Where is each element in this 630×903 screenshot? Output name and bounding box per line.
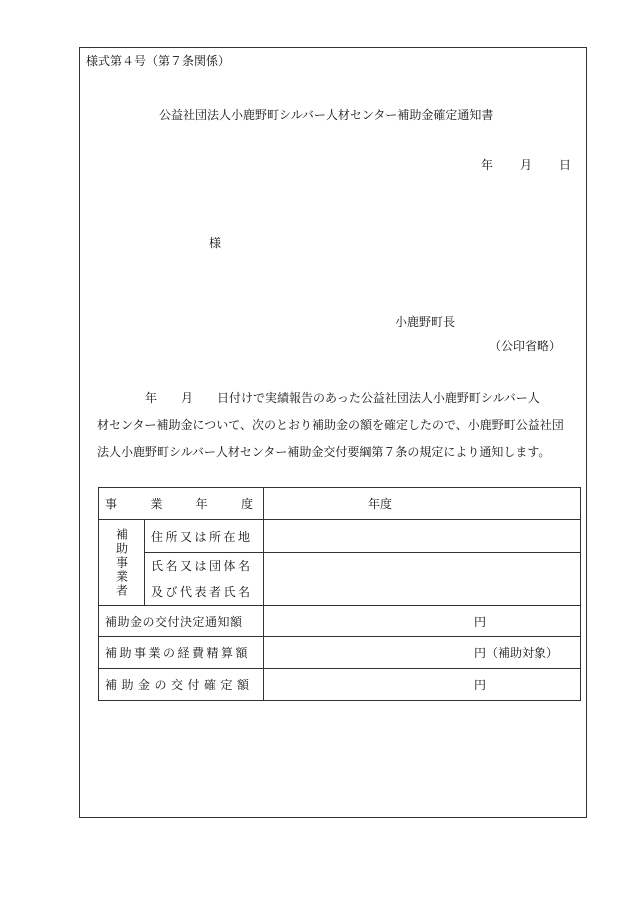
settled-cost-value-cell[interactable]: [264, 637, 581, 669]
table-row: [99, 553, 581, 580]
confirmed-amount-value-cell[interactable]: [264, 669, 581, 701]
applicant-group-cell: [99, 520, 145, 606]
business-year-value-cell[interactable]: [264, 488, 581, 520]
body-paragraph: [97, 385, 577, 466]
business-year-value: 年度: [368, 497, 393, 511]
confirmed-amount-unit: 円: [474, 678, 487, 692]
business-year-label: [105, 495, 257, 512]
address-value-cell[interactable]: [264, 520, 581, 553]
date-line: [481, 157, 571, 173]
settled-cost-label-cell: [99, 637, 264, 669]
details-table: [98, 487, 581, 701]
body-line: 年 月 日付けで実績報告のあった公益社団法人小鹿野町シルバー人: [97, 391, 540, 405]
table-row: [99, 606, 581, 637]
label-char: 年: [195, 497, 208, 511]
table-row: [99, 637, 581, 669]
name-label-cell: [145, 553, 264, 606]
table-row: [99, 520, 581, 553]
decision-amount-unit: 円: [474, 614, 487, 629]
date-year: 年: [481, 158, 494, 172]
name-label-line1: 氏名又は団体名: [151, 559, 253, 573]
table-row: [99, 669, 581, 701]
issuer-name: 小鹿野町長: [395, 315, 456, 329]
body-line: 材センター補助金について、次のとおり補助金の額を確定したので、小鹿野町公益社団: [97, 418, 564, 432]
name-label-line2: 及び代表者氏名: [151, 585, 253, 599]
confirmed-amount-label: 補助金の交付確定額: [105, 678, 254, 692]
address-label: 住所又は所在地: [151, 529, 253, 544]
decision-amount-value-cell[interactable]: [264, 606, 581, 637]
date-month: 月: [519, 158, 532, 172]
applicant-group-label: 補助事業者: [114, 527, 129, 598]
address-label-cell: [145, 520, 264, 553]
confirmed-amount-label-cell: [99, 669, 264, 701]
business-year-label-cell: [99, 488, 264, 520]
body-line: 法人小鹿野町シルバー人材センター補助金交付要綱第７条の規定により通知します。: [97, 445, 551, 459]
seal-note: （公印省略）: [489, 339, 562, 353]
label-char: 業: [150, 497, 163, 511]
decision-amount-label-cell: [99, 606, 264, 637]
label-char: 度: [240, 497, 253, 511]
document-title: 公益社団法人小鹿野町シルバー人材センター補助金確定通知書: [159, 108, 494, 122]
table-row: [99, 488, 581, 520]
decision-amount-label: 補助金の交付決定通知額: [105, 614, 243, 629]
recipient-suffix: 様: [209, 236, 222, 250]
label-char: 事: [105, 497, 118, 511]
settled-cost-unit: 円（補助対象）: [474, 646, 559, 660]
form-number: 様式第４号（第７条関係）: [86, 54, 231, 68]
settled-cost-label: 補助事業の経費精算額: [105, 646, 251, 660]
name-value-cell[interactable]: [264, 553, 581, 606]
date-day: 日: [558, 158, 571, 172]
